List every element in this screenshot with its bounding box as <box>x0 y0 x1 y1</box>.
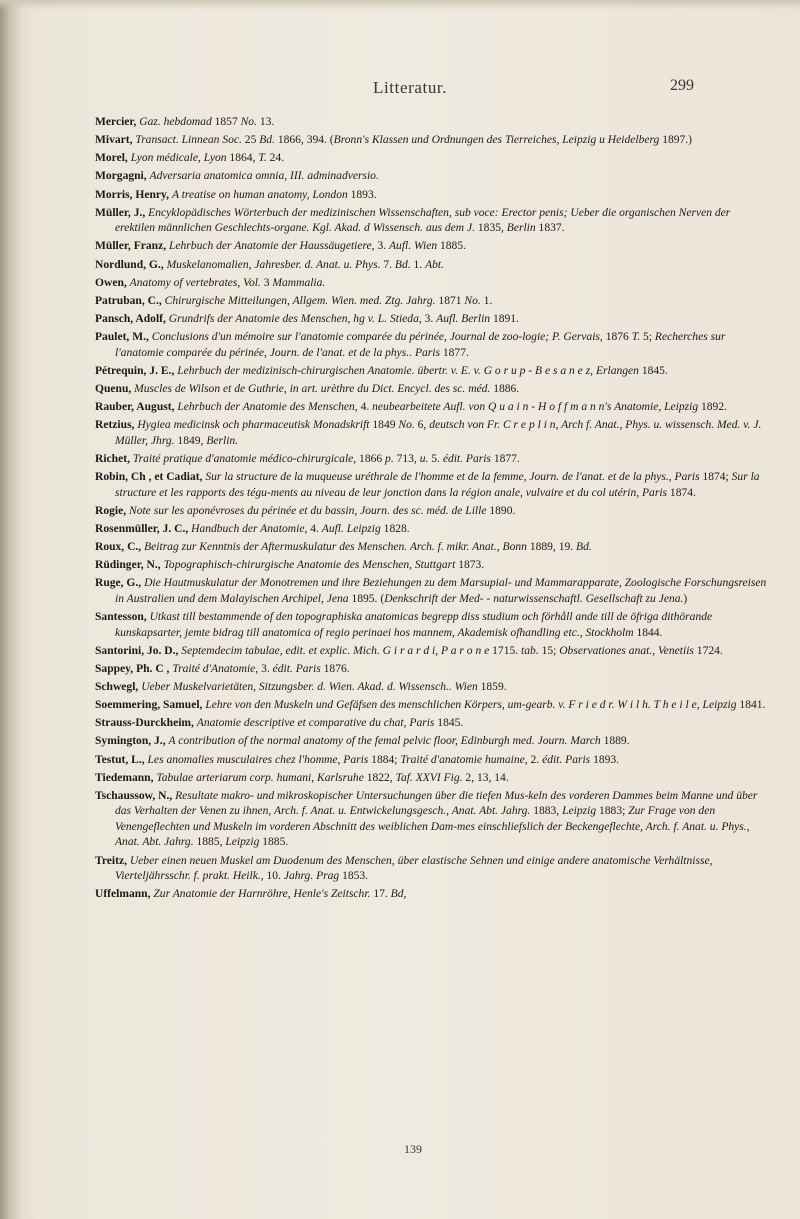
entry-plain-text: 1889. <box>600 735 630 748</box>
entry-plain-text: 17. <box>370 888 391 901</box>
entry-title-text: Adversaria anatomica omnia, III. adminadversio. <box>149 170 379 183</box>
entry-plain-text: 1891. <box>490 312 519 325</box>
entry-plain-text: 1884; <box>368 753 401 766</box>
entry-author: Rüdinger, N., <box>95 559 161 572</box>
bibliography-entry <box>95 610 767 641</box>
entry-title-text: Anatomy of vertebrates, Vol. <box>129 276 261 289</box>
entry-plain-text: 1724. <box>693 644 723 657</box>
entry-plain-text: 3. <box>374 240 389 253</box>
entry-plain-text: 1859. <box>477 680 507 693</box>
bibliography-entry <box>95 716 767 732</box>
entry-plain-text: 1892. <box>698 401 727 414</box>
entry-title-text: deutsch von Fr. C r e p l i n, Arch f. Anat., Phys. u. wissensch. Med. v. J. Müller, Jhrg. <box>115 419 762 447</box>
bibliography-entry <box>95 312 767 328</box>
entry-plain-text: ) <box>683 592 688 605</box>
entry-title-text: Les anomalies musculaires chez l'homme, Paris <box>147 753 369 766</box>
entry-title-text: No. <box>398 419 415 432</box>
entry-title-text: Transact. Linnean Soc. <box>135 134 242 147</box>
entry-plain-text: 15; <box>538 644 560 657</box>
entry-plain-text: 10. <box>263 870 284 883</box>
entry-title-text: Utkast till bestammende of den topographiska anatomicas begrepp diss studium och förhåll ande till de öfriga dithörande kunskapsarter, jemte bidrag till anatomica of regio perinaei hos mannem, Akademisk ofhandling etc., Stockholm <box>115 610 713 639</box>
entry-plain-text: 1883, <box>530 805 563 818</box>
entry-plain-text: 2, 13, 14. <box>462 771 509 784</box>
bibliography-entry <box>95 753 767 769</box>
entry-title-text: A contribution of the normal anatomy of the femal pelvic floor, Edinburgh med. Journ. March <box>168 735 601 748</box>
entry-author: Schwegl, <box>95 680 139 693</box>
entry-title-text: Gaz. hebdomad <box>139 116 212 128</box>
entry-title-text: Sur la structure et les rapports des tégu-ments au niveau de leur jonction dans la région anale, vulvaire et du col utérin, Paris <box>115 471 760 499</box>
entry-plain-text: 1890. <box>486 504 516 517</box>
entry-author: Müller, J., <box>95 206 146 219</box>
entry-title-text: Topographisch-chirurgische Anatomie des Menschen, Stuttgart <box>163 559 456 572</box>
entry-title-text: T. <box>631 331 641 344</box>
entry-title-text: Resultate makro- und mikroskopischer Untersuchungen über die tiefen Mus-keln des vorderen Dammes beim Manne und über das Verhalten der Venen zu ihnen, Arch. f. Anat. u. Entwickelungsgesch., Anat. Abt. Jahrg. <box>115 789 758 818</box>
bibliography-entry <box>95 364 767 380</box>
entry-plain-text: 1866, 394. ( <box>274 134 334 147</box>
bibliography-entry <box>95 576 767 607</box>
entry-author: Retzius, <box>95 419 135 432</box>
bibliography-entry <box>95 400 767 416</box>
entry-title-text: Denkschrift der Med- - naturwissenschaftl. Gesellschaft zu Jena. <box>384 592 684 605</box>
entry-title-text: Traité d'anatomie humaine, <box>400 753 528 766</box>
entry-title-text: édit. Paris <box>272 662 321 675</box>
entry-plain-text: 1897.) <box>659 134 693 147</box>
entry-author: Müller, Franz, <box>95 240 167 253</box>
entry-title-text: Bd. <box>259 134 275 147</box>
entry-title-text: Aufl. Berlin <box>436 312 491 325</box>
entry-plain-text: 1849 <box>369 419 399 432</box>
entry-title-text: Abt. <box>425 258 444 271</box>
bibliography-entry <box>95 698 767 714</box>
bibliography-entry <box>95 206 767 237</box>
entry-title-text: Lyon médicale, Lyon <box>130 152 227 165</box>
entry-title-text: Ueber Muskelvarietäten, Sitzungsber. d. Wien. Akad. d. Wissensch.. Wien <box>141 680 478 693</box>
entry-title-text: Note sur les aponévroses du périnée et du bassin, Journ. des sc. méd. de Lille <box>129 504 487 517</box>
bibliography-entry <box>95 470 767 501</box>
entry-title-text: Bd, <box>390 888 407 901</box>
entry-title-text: A treatise on human anatomy, London <box>171 188 348 201</box>
bibliography-entry <box>95 452 767 468</box>
page-number: 299 <box>670 77 694 94</box>
entry-title-text: No. <box>240 116 257 128</box>
entry-plain-text: 25 <box>241 134 260 147</box>
entry-plain-text: 1845. <box>434 717 464 730</box>
bibliography-entry <box>95 522 767 538</box>
bibliography-entry <box>95 789 767 851</box>
entry-author: Rogie, <box>95 504 127 517</box>
entry-title-text: Bd. <box>576 541 592 553</box>
entry-plain-text: 1893. <box>590 753 620 766</box>
entry-title-text: Zur Frage von den Venengeflechten und Muskeln im vorderen Abschnitt des weiblichen Dam-mes einschliefslich der Beckengeflechte, Arch. f. Anat. u. Phys., Anat. Abt. Jahrg. <box>115 805 750 849</box>
entry-author: Morel, <box>95 152 128 165</box>
entry-author: Robin, Ch , et Cadiat, <box>95 471 203 484</box>
entry-title-text: Lehrbuch der Anatomie der Haussäugetiere, <box>168 240 375 253</box>
bibliography-entry <box>95 294 767 310</box>
entry-title-text: Bd. <box>394 258 411 271</box>
bibliography-entry <box>95 644 767 660</box>
entry-author: Strauss-Durckheim, <box>95 717 194 730</box>
entry-author: Rosenmüller, J. C., <box>95 522 189 535</box>
entry-author: Pétrequin, J. E., <box>95 364 175 377</box>
entry-title-text: édit. Paris <box>542 753 591 766</box>
entry-title-text: Anatomie descriptive et comparative du chat, Paris <box>196 717 435 730</box>
entry-title-text: neubearbeitete Aufl. von Q u a i n - H o f f m a n n's Anatomie, Leipzig <box>372 401 699 414</box>
entry-plain-text: 1849, <box>174 434 207 447</box>
entry-plain-text: 7. <box>380 258 395 271</box>
bibliography-entry <box>95 169 767 185</box>
entry-plain-text: 4. <box>307 522 322 535</box>
running-head: Litteratur. <box>373 78 448 97</box>
entry-title-text: Tabulae arteriarum corp. humani, Karlsruhe <box>156 771 364 784</box>
entry-author: Uffelmann, <box>95 888 151 901</box>
entry-title-text: Chirurgische Mitteilungen, Allgem. Wien. med. Ztg. Jahrg. <box>164 294 436 307</box>
entry-plain-text: 5. <box>428 452 443 465</box>
entry-author: Patruban, C., <box>95 294 162 307</box>
entry-plain-text: 5; <box>640 331 655 344</box>
entry-author: Pansch, Adolf, <box>95 312 166 325</box>
entry-title-text: Lehrbuch der medizinisch-chirurgischen Anatomie. übertr. v. E. v. G o r u p - B e s a n e z, Erlangen <box>177 364 639 377</box>
printer-signature: 139 <box>404 1142 422 1156</box>
entry-author: Morris, Henry, <box>95 188 170 201</box>
entry-plain-text: 1864, <box>226 152 259 165</box>
entry-title-text: Zur Anatomie der Harnröhre, Henle's Zeitschr. <box>153 888 371 901</box>
entry-title-text: tab. <box>521 644 539 657</box>
entry-title-text: Ueber einen neuen Muskel am Duodenum des Menschen, über elastische Sehnen und einige andere anatomische Verhältnisse, Vierteljährsschr. f. prakt. Heilk., <box>115 854 713 883</box>
entry-author: Symington, J., <box>95 735 166 748</box>
entry-plain-text: 24. <box>266 152 285 165</box>
bibliography-entry <box>95 258 767 274</box>
entry-author: Tschaussow, N., <box>95 789 173 802</box>
entry-title-text: Observationes anat., Venetiis <box>559 644 694 657</box>
entry-author: Santesson, <box>95 610 147 623</box>
entry-plain-text: 13. <box>256 116 275 128</box>
entry-plain-text: 1874; <box>699 471 732 484</box>
entry-title-text: Aufl. Leipzig <box>321 522 381 535</box>
entry-author: Owen, <box>95 276 127 289</box>
entry-author: Sappey, Ph. C , <box>95 662 170 675</box>
entry-title-text: Mammalia. <box>272 276 326 289</box>
bibliography-entry <box>95 115 767 131</box>
entry-title-text: Conclusions d'un mémoire sur l'anatomie comparée du périnée, Journal de zoo-logie; P. Gervais, <box>151 331 603 344</box>
entry-plain-text: 1841. <box>736 699 766 712</box>
entry-author: Treitz, <box>95 854 127 867</box>
entry-plain-text: 1844. <box>633 626 663 639</box>
entry-plain-text: 1886. <box>490 382 520 395</box>
bibliography-entry <box>95 558 767 574</box>
entry-title-text: Grundrifs der Anatomie des Menschen, hg v. L. Stieda, <box>168 312 422 325</box>
bibliography-list <box>95 115 767 905</box>
entry-plain-text: 1889, 19. <box>526 541 577 553</box>
bibliography-entry <box>95 540 767 556</box>
entry-title-text: u. <box>419 452 429 465</box>
entry-plain-text: 713, <box>393 452 420 465</box>
entry-author: Roux, C., <box>95 541 142 553</box>
bibliography-entry <box>95 662 767 678</box>
bibliography-entry <box>95 330 767 361</box>
entry-author: Richet, <box>95 452 130 465</box>
entry-plain-text: 1835, <box>475 222 507 235</box>
entry-plain-text: 1853. <box>339 870 369 883</box>
entry-title-text: Hygiea medicinsk och pharmaceutisk Monadskrift <box>137 419 370 432</box>
entry-plain-text: 1. <box>480 294 493 307</box>
entry-plain-text: 1837. <box>535 222 565 235</box>
entry-plain-text: 3. <box>421 312 437 325</box>
entry-title-text: Recherches sur l'anatomie comparée du périnée, Journ. de l'anat. et de la phys.. Paris <box>115 331 726 359</box>
bibliography-entry <box>95 887 767 903</box>
bibliography-entry <box>95 382 767 398</box>
entry-plain-text: 1822, <box>363 771 396 784</box>
bibliography-entry <box>95 680 767 696</box>
entry-author: Tiedemann, <box>95 771 154 784</box>
entry-plain-text: 1. <box>410 258 426 271</box>
entry-plain-text: 1871 <box>435 294 465 307</box>
bibliography-entry <box>95 504 767 520</box>
entry-author: Paulet, M., <box>95 331 149 344</box>
bibliography-entry <box>95 151 767 167</box>
entry-title-text: Aufl. Wien <box>389 240 438 253</box>
bibliography-entry <box>95 854 767 885</box>
entry-plain-text: 2. <box>527 753 543 766</box>
entry-title-text: Leipzig <box>562 805 597 818</box>
bibliography-entry <box>95 239 767 255</box>
bibliography-entry <box>95 188 767 204</box>
entry-plain-text: 3. <box>258 662 273 675</box>
bibliography-entry <box>95 276 767 292</box>
entry-title-text: p. <box>385 452 394 465</box>
entry-plain-text: 1883; <box>596 805 629 818</box>
entry-author: Mivart, <box>95 134 133 147</box>
bibliography-entry <box>95 133 767 149</box>
entry-plain-text: 4. <box>357 401 373 414</box>
entry-plain-text: 1874. <box>667 486 696 499</box>
entry-plain-text: 6, <box>414 419 430 432</box>
entry-title-text: Lehrbuch der Anatomie des Menschen, <box>177 401 358 414</box>
entry-plain-text: 1828. <box>380 522 410 535</box>
entry-plain-text: 1885, <box>193 836 226 849</box>
entry-plain-text: 1873. <box>455 559 485 572</box>
entry-title-text: No. <box>464 294 481 307</box>
entry-title-text: Traité d'Anatomie, <box>172 662 259 675</box>
entry-plain-text: 1845. <box>638 364 668 377</box>
entry-title-text: Traité pratique d'anatomie médico-chirurgicale, <box>132 452 357 465</box>
bibliography-entry <box>95 734 767 750</box>
entry-plain-text: 1857 <box>211 116 241 128</box>
entry-author: Rauber, August, <box>95 401 175 414</box>
entry-title-text: Leipzig <box>225 836 260 849</box>
entry-author: Quenu, <box>95 382 132 395</box>
bibliography-entry <box>95 418 767 449</box>
entry-author: Soemmering, Samuel, <box>95 699 203 712</box>
entry-plain-text: 1715. <box>489 644 522 657</box>
entry-plain-text: 1885. <box>437 240 466 253</box>
entry-title-text: Muskelanomalien, Jahresber. d. Anat. u. Phys. <box>166 258 381 271</box>
entry-plain-text: 1877. <box>490 452 520 465</box>
entry-title-text: T. <box>258 152 267 165</box>
entry-title-text: Berlin. <box>206 434 239 447</box>
entry-title-text: Muscles de Wilson et de Guthrie, in art. urèthre du Dict. Encycl. des sc. méd. <box>134 382 491 395</box>
entry-title-text: Berlin <box>506 222 536 235</box>
entry-title-text: Beitrag zur Kenntnis der Aftermuskulatur des Menschen. Arch. f. mikr. Anat., Bonn <box>144 541 527 553</box>
entry-plain-text: 3 <box>260 276 273 289</box>
entry-title-text: Bronn's Klassen und Ordnungen des Tierreiches, Leipzig u Heidelberg <box>333 134 660 147</box>
entry-title-text: édit. Paris <box>442 452 491 465</box>
entry-title-text: Handbuch der Anatomie, <box>191 522 308 535</box>
entry-author: Ruge, G., <box>95 577 142 590</box>
entry-plain-text: 1877. <box>439 346 469 359</box>
entry-author: Nordlund, G., <box>95 258 164 271</box>
entry-title-text: Sur la structure de la muqueuse uréthrale de l'homme et de la femme, Journ. de l'anat. et de la phys., Paris <box>205 471 700 484</box>
entry-author: Morgagni, <box>95 170 147 183</box>
page-top-edge <box>0 0 800 10</box>
entry-plain-text: 1893. <box>347 188 377 201</box>
entry-title-text: Jahrg. Prag <box>283 870 340 883</box>
entry-author: Testut, L., <box>95 753 145 766</box>
entry-title-text: Septemdecim tabulae, edit. et explic. Mich. G i r a r d i, P a r o n e <box>181 644 490 657</box>
entry-plain-text: 1885. <box>259 836 289 849</box>
entry-author: Mercier, <box>95 116 137 128</box>
entry-title-text: Taf. XXVI Fig. <box>395 771 463 784</box>
entry-plain-text: 1876 <box>602 331 632 344</box>
entry-plain-text: 1866 <box>356 452 386 465</box>
entry-title-text: Die Hautmuskulatur der Monotremen und ihre Beziehungen zu dem Marsupial- und Mammarapparate, Zoologische Forschungsreisen in Australien und dem Malayischen Archipel, Jena <box>115 577 767 605</box>
entry-plain-text: 1895. ( <box>348 592 385 605</box>
entry-plain-text: 1876. <box>320 662 350 675</box>
page-spine-shadow <box>0 0 22 1219</box>
entry-title-text: Lehre von den Muskeln und Gefäfsen des menschlichen Körpers, um-gearb. v. F r i e d r. W i l h. T h e i l e, Leipzig <box>205 699 737 712</box>
entry-title-text: Encyklopädisches Wörterbuch der medizinischen Wissenschaften, sub voce: Erector penis; Ueber die organischen Nerven der erektilen männlichen Geschlechts-organe. Kgl. Akad. d Wissensch. aus dem J. <box>115 206 731 235</box>
bibliography-entry <box>95 771 767 787</box>
entry-author: Santorini, Jo. D., <box>95 644 179 657</box>
